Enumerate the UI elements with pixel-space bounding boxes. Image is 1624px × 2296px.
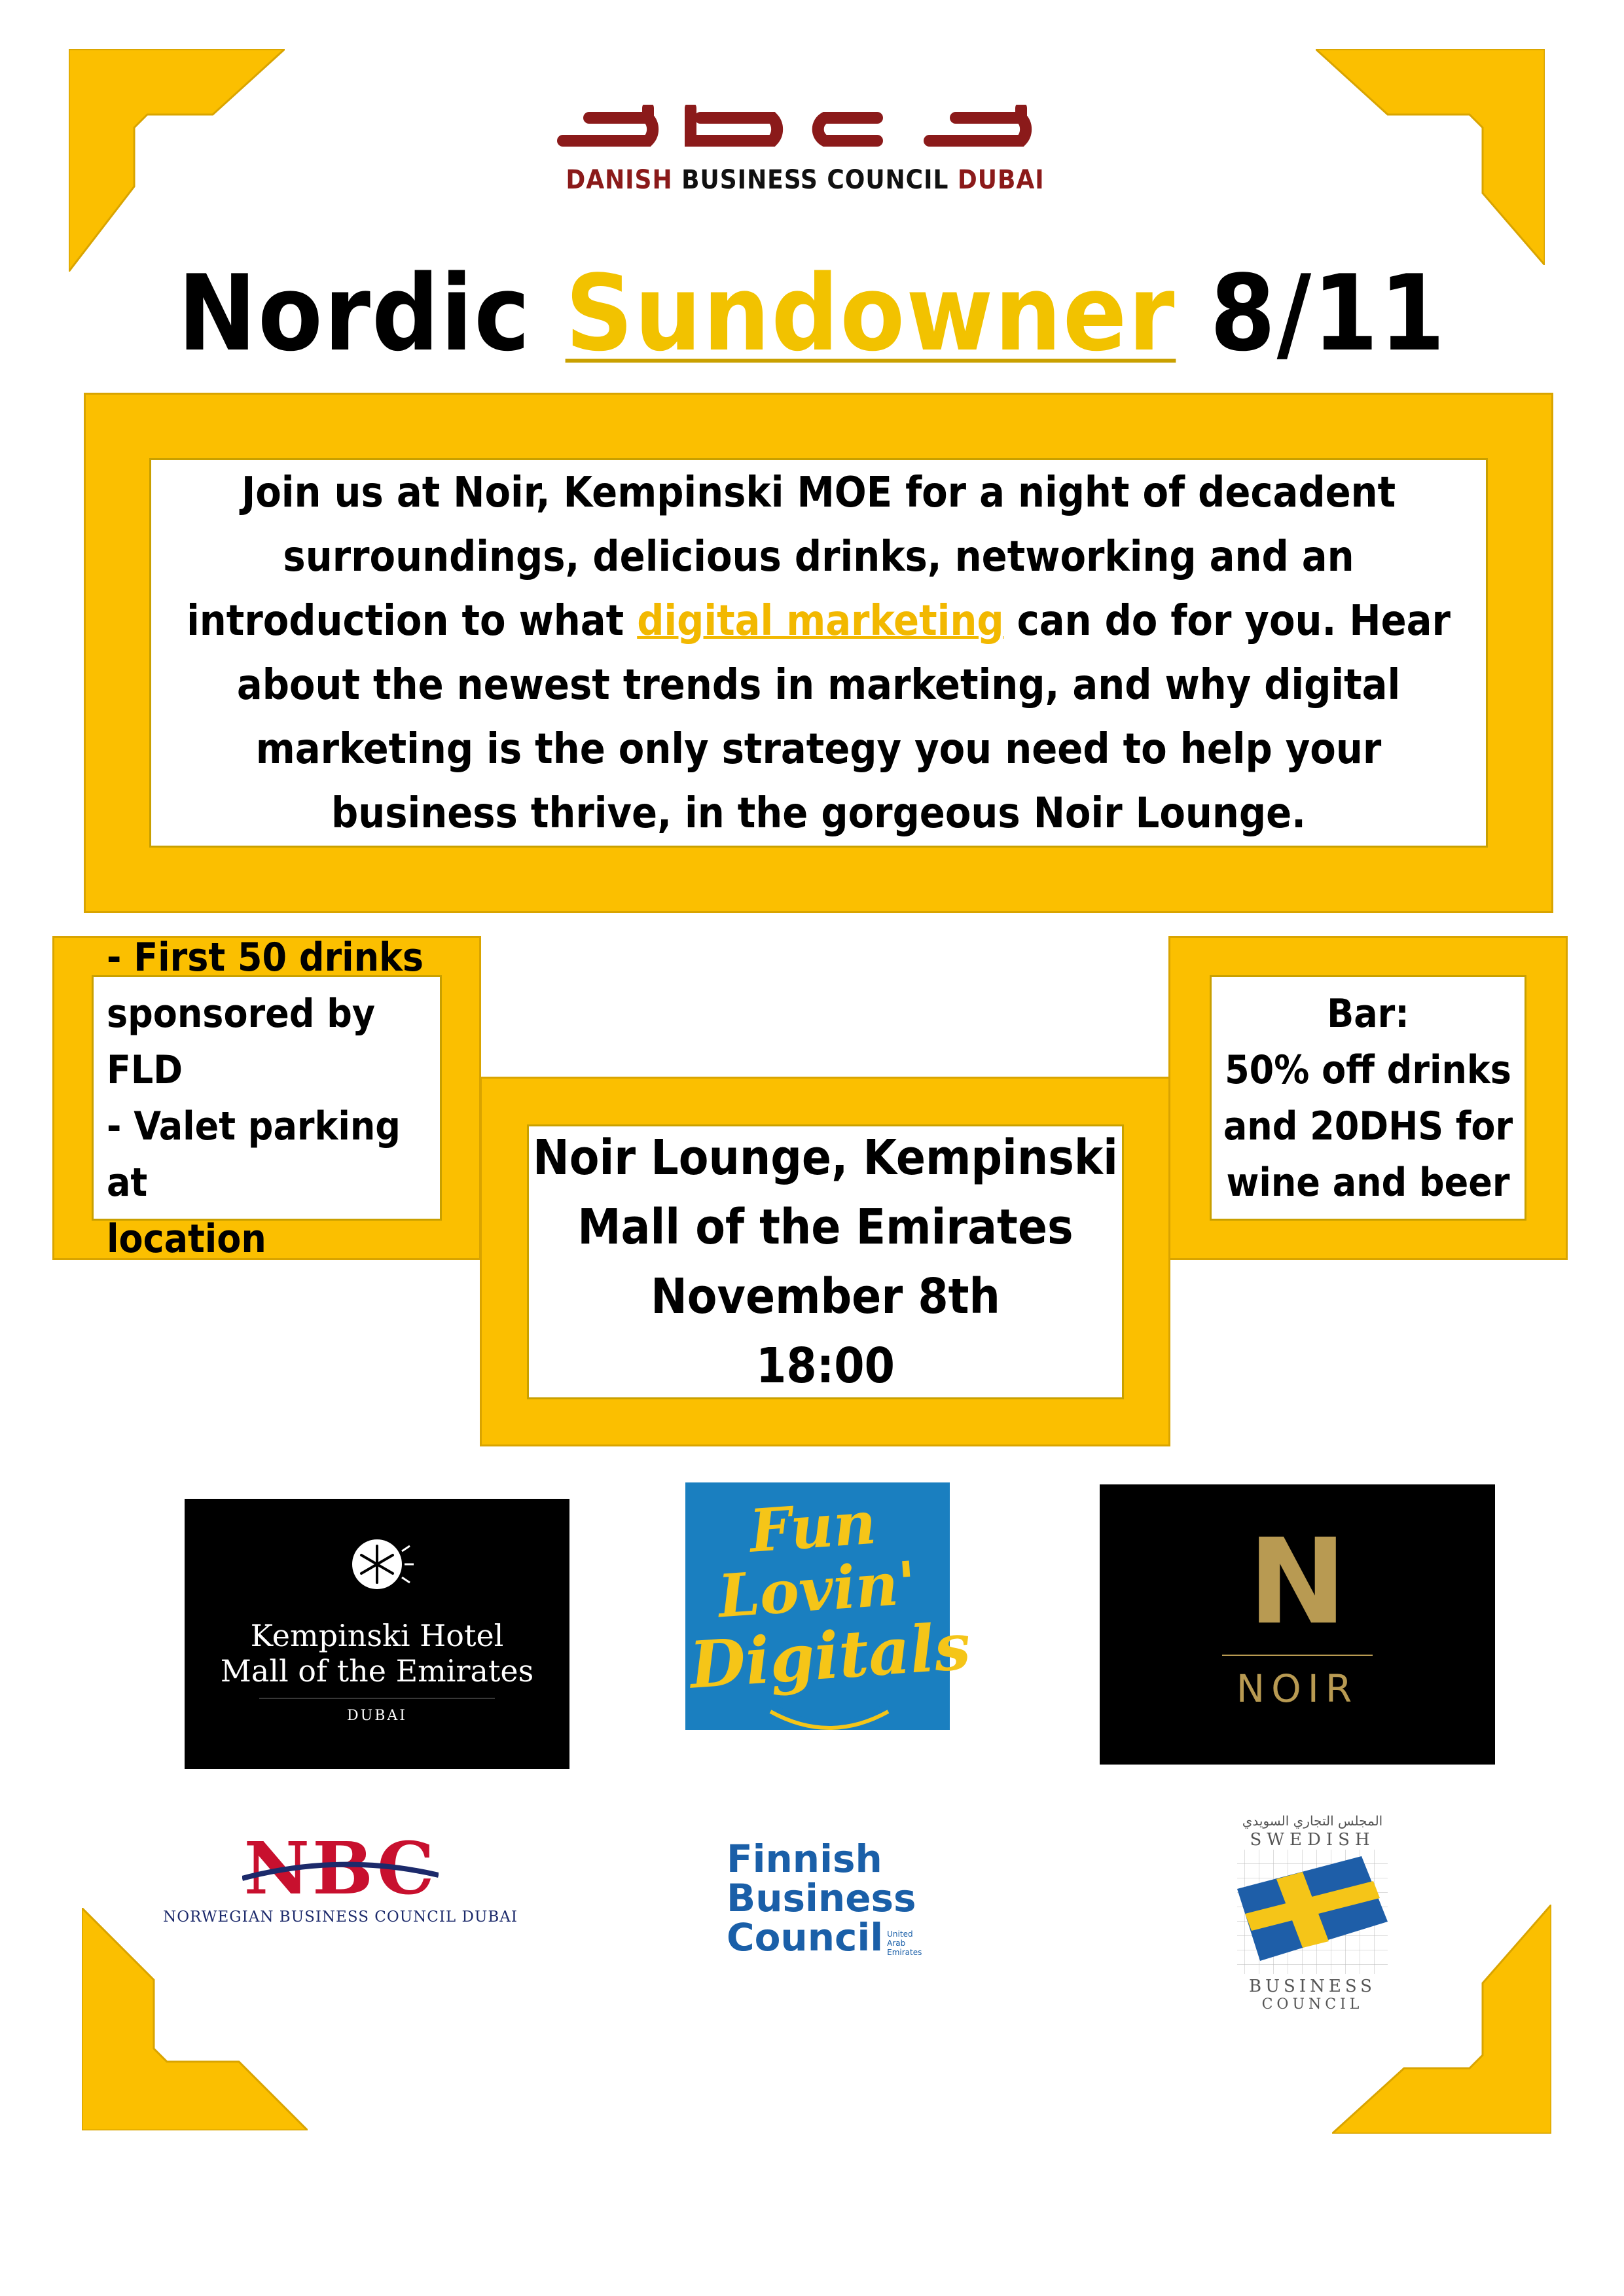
swedish-bottom-2: COUNCIL: [1261, 1996, 1363, 2013]
page-title: [0, 252, 1624, 374]
fld-logo: [685, 1482, 973, 1730]
fld-line-2: Lovin': [715, 1548, 919, 1632]
dbcd-logo-mark: [550, 105, 1060, 157]
logo-word-business-council: BUSINESS COUNCIL: [681, 165, 949, 195]
venue-time: 18:00: [756, 1338, 895, 1394]
swedish-arabic: المجلس التجاري السويدي: [1242, 1813, 1383, 1829]
nbc-logo: [157, 1826, 524, 1931]
swedish-top: SWEDISH: [1250, 1830, 1375, 1850]
intro-line-4: about the newest trends in marketing, and why digital: [236, 660, 1401, 709]
kempinski-logo: [185, 1499, 569, 1769]
nbc-name: NORWEGIAN BUSINESS COUNCIL DUBAI: [163, 1909, 518, 1926]
kempinski-line-2: Mall of the Emirates: [220, 1653, 534, 1689]
venue-date: November 8th: [651, 1268, 1000, 1325]
kempinski-line-3: DUBAI: [347, 1708, 407, 1724]
perks-line-3: - Valet parking at: [107, 1103, 401, 1206]
snowflake-icon: [338, 1525, 416, 1604]
intro-line-1: Join us at Noir, Kempinski MOE for a night of decadent: [241, 468, 1396, 517]
finnish-business-council-logo: [727, 1839, 962, 1970]
fld-line-1: Fun: [747, 1488, 878, 1566]
swedish-flag-icon: [1231, 1850, 1394, 1974]
perks-line-2: sponsored by FLD: [107, 990, 376, 1093]
swedish-bottom-1: BUSINESS: [1249, 1977, 1376, 1996]
title-highlight: Sundowner: [565, 252, 1176, 374]
bar-box: [1210, 975, 1526, 1221]
bar-line-1: Bar:: [1327, 990, 1409, 1037]
noir-divider: [1222, 1655, 1373, 1656]
noir-letter-icon: N: [1248, 1514, 1347, 1651]
fld-line-3: Digitals: [687, 1609, 973, 1704]
perks-line-4: location: [107, 1215, 266, 1262]
noir-logo: [1100, 1484, 1495, 1765]
intro-line-6: business thrive, in the gorgeous Noir Lounge.: [331, 789, 1307, 838]
digital-marketing-link[interactable]: digital marketing: [637, 596, 1004, 645]
intro-line-3: [187, 589, 1451, 653]
title-part-1: Nordic: [177, 252, 532, 374]
dbcd-logo: [550, 105, 1060, 203]
corner-decoration-top-left: [69, 49, 285, 272]
intro-line-3-b: can do for you. Hear: [1003, 596, 1451, 645]
logo-word-danish: DANISH: [566, 165, 673, 195]
bar-line-3: and 20DHS for: [1223, 1103, 1513, 1149]
finnish-sub: United Arab Emirates: [887, 1929, 922, 1957]
intro-line-2: surroundings, delicious drinks, networking and an: [283, 532, 1354, 581]
bar-line-4: wine and beer: [1226, 1159, 1510, 1206]
corner-decoration-bottom-left: [82, 1908, 308, 2130]
nbc-mark: NBC: [244, 1826, 437, 1910]
fld-swoosh-icon: [764, 1698, 895, 1738]
finnish-line-1: Finnish: [727, 1837, 882, 1881]
venue-box: [527, 1124, 1124, 1399]
swedish-business-council-logo: [1231, 1813, 1394, 2029]
nbc-swoosh-icon: [242, 1859, 439, 1885]
venue-line-2: Mall of the Emirates: [577, 1199, 1074, 1255]
logo-word-dubai: DUBAI: [957, 165, 1045, 195]
bar-line-2: 50% off drinks: [1225, 1047, 1511, 1093]
corner-decoration-top-right: [1316, 49, 1545, 265]
finnish-line-2: Business: [727, 1876, 916, 1920]
perks-line-1: - First 50 drinks: [107, 934, 424, 980]
title-part-2: 8/11: [1210, 252, 1447, 374]
noir-name: NOIR: [1236, 1666, 1359, 1711]
intro-box: [149, 458, 1488, 848]
intro-line-3-a: introduction to what: [187, 596, 638, 645]
perks-box: [92, 934, 442, 1262]
kempinski-line-1: Kempinski Hotel: [250, 1618, 504, 1653]
finnish-line-3: Council: [727, 1915, 884, 1960]
venue-line-1: Noir Lounge, Kempinski: [533, 1130, 1118, 1186]
intro-line-5: marketing is the only strategy you need to help your: [255, 725, 1382, 774]
